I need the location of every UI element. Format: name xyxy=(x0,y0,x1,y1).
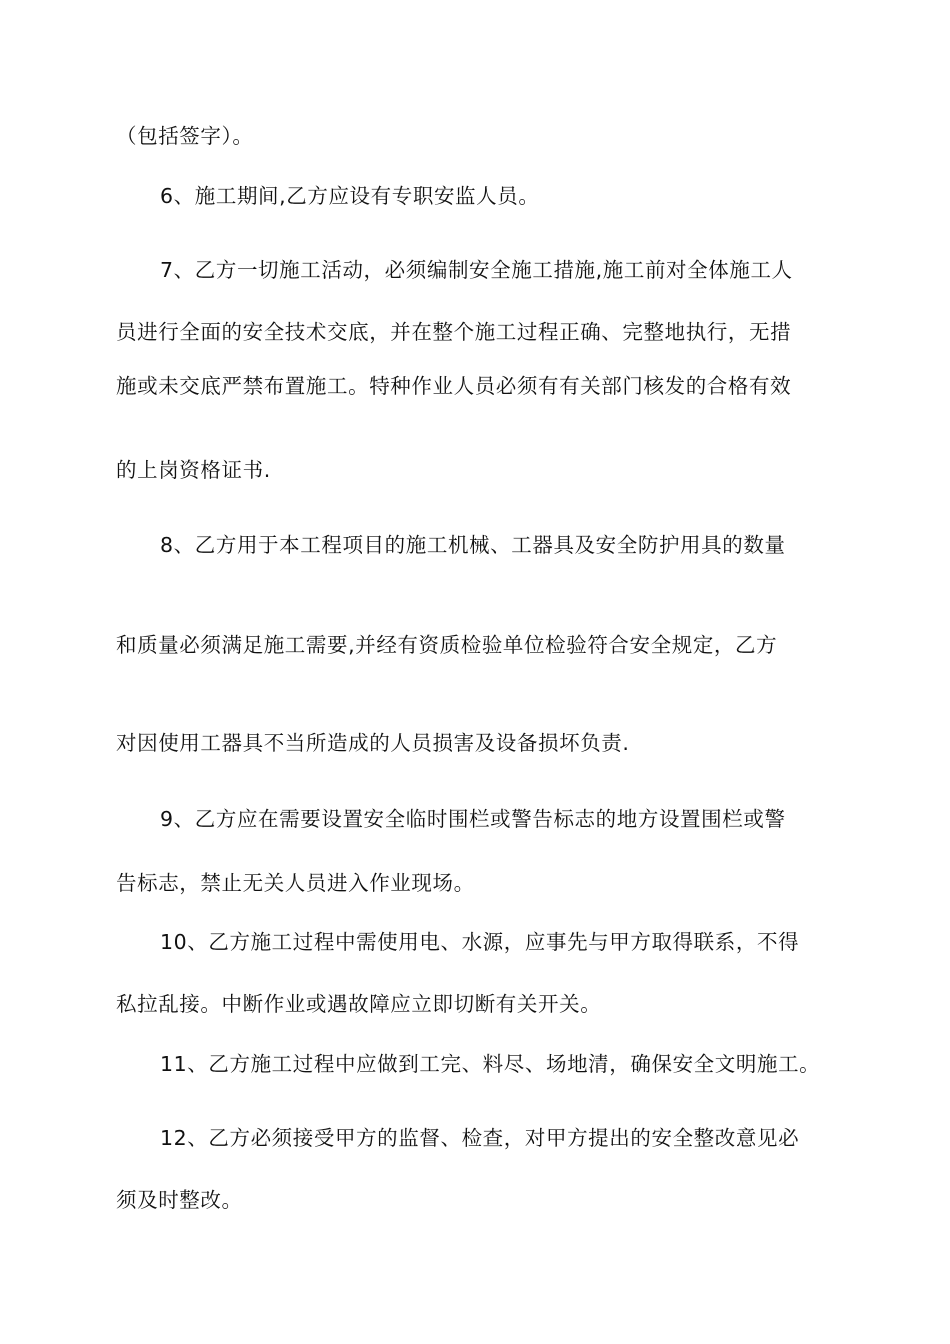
text-line: 对因使用工器具不当所造成的人员损害及设备损坏负责. xyxy=(116,731,630,755)
text-line: 告标志，禁止无关人员进入作业现场。 xyxy=(116,871,475,895)
item-11-line: 11、乙方施工过程中应做到工完、料尽、场地清，确保安全文明施工。 xyxy=(160,1052,821,1076)
item-7-line: 7、乙方一切施工活动，必须编制安全施工措施,施工前对全体施工人 xyxy=(160,258,793,282)
text-line: 的上岗资格证书. xyxy=(116,458,271,482)
text-line: 施或未交底严禁布置施工。特种作业人员必须有有关部门核发的合格有效 xyxy=(116,374,792,398)
item-6-line: 6、施工期间,乙方应设有专职安监人员。 xyxy=(160,184,540,208)
text-line: 须及时整改。 xyxy=(116,1188,243,1212)
item-10-line: 10、乙方施工过程中需使用电、水源，应事先与甲方取得联系，不得 xyxy=(160,930,800,954)
text-line: 和质量必须满足施工需要,并经有资质检验单位检验符合安全规定，乙方 xyxy=(116,633,778,657)
text-line: 员进行全面的安全技术交底，并在整个施工过程正确、完整地执行，无措 xyxy=(116,320,792,344)
item-12-line: 12、乙方必须接受甲方的监督、检查，对甲方提出的安全整改意见必 xyxy=(160,1126,800,1150)
text-line: 私拉乱接。中断作业或遇故障应立即切断有关开关。 xyxy=(116,992,602,1016)
item-9-line: 9、乙方应在需要设置安全临时围栏或警告标志的地方设置围栏或警 xyxy=(160,807,786,831)
item-8-line: 8、乙方用于本工程项目的施工机械、工器具及安全防护用具的数量 xyxy=(160,533,786,557)
text-line: （包括签字）。 xyxy=(116,124,254,148)
